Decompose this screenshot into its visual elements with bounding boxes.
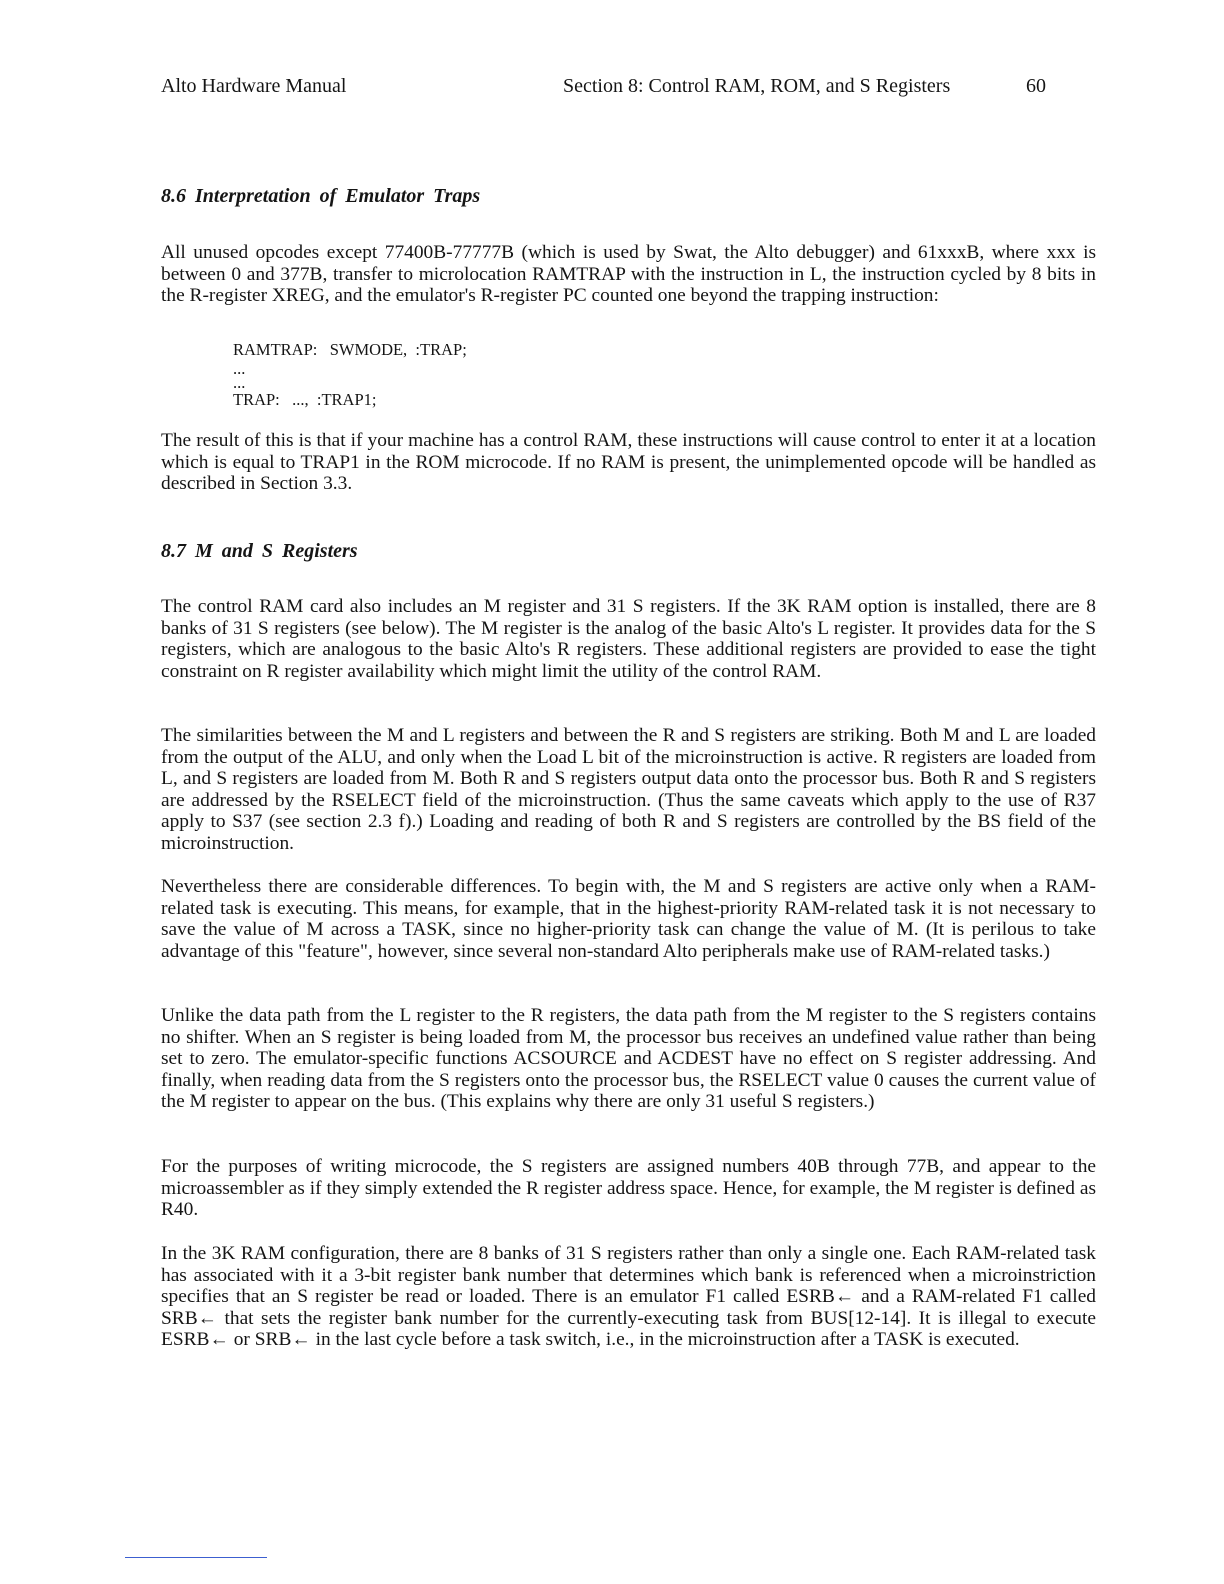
code-line-trap: TRAP: ..., :TRAP1; [233,390,377,409]
paragraph-differences: Nevertheless there are considerable differences. To begin with, the M and S registers are active only when a RAM-related task is executing. This means, for example, that in the highest-priority RAM-related task it is not necessary to save the value of M across a TASK, since no higher-priority task can change the value of M. (It is perilous to take advantage of this "feature", however, since several non-standard Alto peripherals make use of RAM-related tasks.) [161,876,1096,962]
section-heading-8-7: 8.7 M and S Registers [161,540,358,562]
code-line-ramtrap: RAMTRAP: SWMODE, :TRAP; [233,340,467,359]
code-line-ellipsis-1: ... [233,359,246,378]
paragraph-control-ram-card: The control RAM card also includes an M register and 31 S registers. If the 3K RAM option is installed, there are 8 banks of 31 S registers (see below). The M register is the analog of the basic Alto's L register. It provides data for the S registers, which are analogous to the basic Alto's R registers. These additional registers are provided to ease the tight constraint on R register availability which might limit the utility of the control RAM. [161,596,1096,682]
section-heading-8-6: 8.6 Interpretation of Emulator Traps [161,185,481,207]
page-number: 60 [1026,75,1046,97]
paragraph-similarities: The similarities between the M and L registers and between the R and S registers are striking. Both M and L are loaded from the output of the ALU, and only when the Load L bit of the microinstruction is active. R registers are loaded from L, and S registers are loaded from M. Both R and S registers output data onto the processor bus. Both R and S registers are addressed by the RSELECT field of the microinstruction. (Thus the same caveats which apply to the use of R37 apply to S37 (see section 2.3 f).) Loading and reading of both R and S registers are controlled by the BS field of the microinstruction. [161,725,1096,854]
footnote-rule [125,1557,267,1558]
paragraph-emulator-traps-intro: All unused opcodes except 77400B-77777B (which is used by Swat, the Alto debugger) and 61xxxB, where xxx is between 0 and 377B, transfer to microlocation RAMTRAP with the instruction in L, the instruction cycled by 8 bits in the R-register XREG, and the emulator's R-register PC counted one beyond the trapping instruction: [161,242,1096,306]
running-header-title: Alto Hardware Manual [161,75,347,97]
paragraph-3k-ram-banks: In the 3K RAM configuration, there are 8 banks of 31 S registers rather than only a single one. Each RAM-related task has associated with it a 3-bit register bank number that determines which bank is referenced when a microinstriction specifies that an S register be read or loaded. There is an emulator F1 called ESRB← and a RAM-related F1 called SRB← that sets the register bank number for the currently-executing task from BUS[12-14]. It is illegal to execute ESRB← or SRB← in the last cycle before a task switch, i.e., in the microinstruction after a TASK is executed. [161,1243,1096,1350]
paragraph-microcode-numbers: For the purposes of writing microcode, the S registers are assigned numbers 40B through 77B, and appear to the microassembler as if they simply extended the R register address space. Hence, for example, the M register is defined as R40. [161,1156,1096,1220]
paragraph-data-path: Unlike the data path from the L register to the R registers, the data path from the M register to the S registers contains no shifter. When an S register is being loaded from M, the processor bus receives an undefined value rather than being set to zero. The emulator-specific functions ACSOURCE and ACDEST have no effect on S register addressing. And finally, when reading data from the S registers onto the processor bus, the RSELECT value 0 causes the current value of the M register to appear on the bus. (This explains why there are only 31 useful S registers.) [161,1005,1096,1112]
code-line-ellipsis-2: ... [233,373,246,392]
paragraph-control-ram-result: The result of this is that if your machine has a control RAM, these instructions will cause control to enter it at a location which is equal to TRAP1 in the ROM microcode. If no RAM is present, the unimplemented opcode will be handled as described in Section 3.3. [161,430,1096,494]
running-header-section: Section 8: Control RAM, ROM, and S Registers [563,75,951,97]
